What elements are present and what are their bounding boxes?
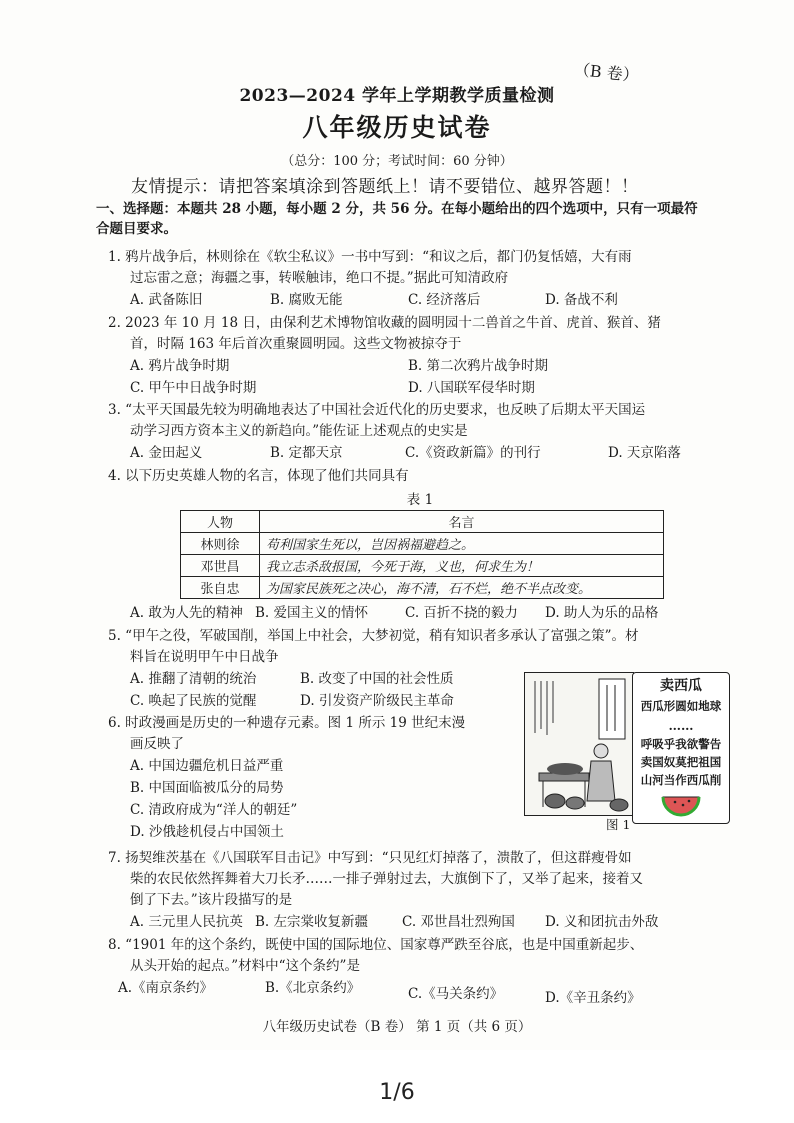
table-header-row <box>181 511 664 533</box>
quote-table <box>180 510 664 599</box>
q5-option-b: B. 改变了中国的社会性质 <box>300 671 454 687</box>
q8-option-a: A.《南京条约》 <box>118 980 214 996</box>
table-header: 人物 <box>181 511 260 533</box>
question-4-stem: 4. 以下历史英雄人物的名言，体现了他们共同具有 <box>108 468 409 484</box>
question-5-stem-cont: 料旨在说明甲午中日战争 <box>130 649 279 665</box>
table-row <box>181 577 664 599</box>
question-8-stem: 8. “1901 年的这个条约，既使中国的国际地位、国家尊严跌至谷底，也是中国重新起步、 <box>108 937 644 953</box>
q6-option-a: A. 中国边疆危机日益严重 <box>130 758 284 774</box>
cartoon-caption-box <box>632 672 730 824</box>
q4-option-c: C. 百折不挠的毅力 <box>405 605 518 621</box>
q3-option-d: D. 天京陷落 <box>608 445 681 461</box>
q3-option-c: C.《资政新篇》的刊行 <box>405 445 541 461</box>
question-6-stem-cont: 画反映了 <box>130 736 184 752</box>
q1-option-b: B. 腐败无能 <box>270 292 343 308</box>
q1-option-d: D. 备战不利 <box>545 292 618 308</box>
q4-option-d: D. 助人为乐的品格 <box>545 605 659 621</box>
q1-option-c: C. 经济落后 <box>408 292 481 308</box>
q3-option-a: A. 金田起义 <box>130 445 203 461</box>
cartoon-drawing <box>525 673 633 815</box>
table-cell-name: 邓世昌 <box>181 555 260 577</box>
table-cell-name: 张自忠 <box>181 577 260 599</box>
question-7-stem: 7. 扬契维茨基在《八国联军目击记》中写到：“只见红灯掉落了，溃散了，但这群瘦骨如 <box>108 850 632 866</box>
table-row <box>181 533 664 555</box>
q5-option-c: C. 唤起了民族的觉醒 <box>130 693 257 709</box>
q7-option-c: C. 邓世昌壮烈殉国 <box>402 914 515 930</box>
q8-option-d: D.《辛丑条约》 <box>545 990 641 1006</box>
q6-option-d: D. 沙俄趁机侵占中国领土 <box>130 824 284 840</box>
callout-line: …… <box>668 718 694 733</box>
question-3-stem-cont: 动学习西方资本主义的新趋向。”能佐证上述观点的史实是 <box>130 423 468 439</box>
q2-option-c: C. 甲午中日战争时期 <box>130 380 257 396</box>
question-1-stem: 1. 鸦片战争后，林则徐在《软尘私议》一书中写到：“和议之后，都门仍复恬嬉，大有雨 <box>108 249 632 265</box>
question-5-stem: 5. “甲午之役，军破国削，举国上中社会，大梦初觉，稍有知识者多承认了富强之策”。材 <box>108 628 639 644</box>
q1-option-a: A. 武备陈旧 <box>130 292 203 308</box>
callout-line: 山河当作西瓜削 <box>640 773 722 787</box>
score-info: （总分：100 分；考试时间：60 分钟） <box>281 154 513 169</box>
paper-version-label: （B 卷） <box>573 59 640 86</box>
figure-label: 图 1 <box>606 817 631 832</box>
callout-line: 卖国奴莫把祖国 <box>640 755 722 769</box>
table-row <box>181 555 664 577</box>
q2-option-b: B. 第二次鸦片战争时期 <box>408 358 549 374</box>
question-7-stem-cont: 倒了下去。”该片段描写的是 <box>130 892 293 908</box>
q8-option-c: C.《马关条约》 <box>408 986 504 1002</box>
question-6-stem: 6. 时政漫画是历史的一种遗存元素。图 1 所示 19 世纪末漫 <box>108 715 466 731</box>
callout-line: 呼吸乎我欲警告 <box>640 737 722 751</box>
question-1-stem-cont: 过忘雷之意；海疆之事，转喉触讳，绝口不提。”据此可知清政府 <box>130 270 509 286</box>
q8-option-b: B.《北京条约》 <box>265 980 361 996</box>
paper-subtitle: 八年级历史试卷 <box>302 113 492 142</box>
q2-option-d: D. 八国联军侵华时期 <box>408 380 535 396</box>
q6-option-c: C. 清政府成为“洋人的朝廷” <box>130 802 298 818</box>
table-cell-quote: 苟利国家生死以，岂因祸福避趋之。 <box>260 533 664 555</box>
question-8-stem-cont: 从头开始的起点。”材料中“这个条约”是 <box>130 958 360 974</box>
table-cell-quote: 为国家民族死之决心，海不清，石不烂，绝不半点改变。 <box>260 577 664 599</box>
callout-line: 卖西瓜 <box>660 678 702 694</box>
q7-option-a: A. 三元里人民抗英 <box>130 914 243 930</box>
q4-option-a: A. 敢为人先的精神 <box>130 605 243 621</box>
cartoon-illustration <box>524 672 634 816</box>
callout-line: 西瓜形圆如地球 <box>640 699 722 713</box>
q5-option-a: A. 推翻了清朝的统治 <box>130 671 257 687</box>
q2-option-a: A. 鸦片战争时期 <box>130 358 230 374</box>
question-2-stem-cont: 首，时隔 163 年后首次重聚圆明园。这些文物被掠夺于 <box>130 336 462 352</box>
q7-option-d: D. 义和团抗击外敌 <box>545 914 659 930</box>
q4-option-b: B. 爱国主义的情怀 <box>255 605 369 621</box>
q3-option-b: B. 定都天京 <box>270 445 343 461</box>
watermelon-slice-icon <box>661 793 701 817</box>
exam-title: 2023—2024 学年上学期教学质量检测 <box>239 86 555 106</box>
q6-option-b: B. 中国面临被瓜分的局势 <box>130 780 284 796</box>
table-header: 名言 <box>260 511 664 533</box>
page-footer: 八年级历史试卷（B 卷） 第 1 页（共 6 页） <box>262 1019 532 1035</box>
q5-option-d: D. 引发资产阶级民主革命 <box>300 693 454 709</box>
question-7-stem-cont: 柴的农民依然挥舞着大刀长矛……一排子弹射过去，大旗倒下了，又举了起来，接着又 <box>130 871 643 887</box>
question-3-stem: 3. “太平天国最先较为明确地表达了中国社会近代化的历史要求，也反映了后期太平天国运 <box>108 402 646 418</box>
friendly-tip: 友情提示：请把答案填涂到答题纸上！请不要错位、越界答题！！ <box>131 177 639 197</box>
q7-option-b: B. 左宗棠收复新疆 <box>255 914 369 930</box>
question-2-stem: 2. 2023 年 10 月 18 日，由保利艺术博物馆收藏的圆明园十二兽首之牛首、虎首、猴首、猪 <box>108 315 661 331</box>
section-title: 一、选择题：本题共 28 小题，每小题 2 分，共 56 分。在每小题给出的四个选项中，只有一项最符合题目要求。 <box>96 201 698 237</box>
table-cell-quote: 我立志杀敌报国，今死于海，义也，何求生为！ <box>260 555 664 577</box>
table-cell-name: 林则徐 <box>181 533 260 555</box>
page-indicator: 1/6 <box>379 1080 415 1105</box>
table-caption: 表 1 <box>406 492 434 508</box>
